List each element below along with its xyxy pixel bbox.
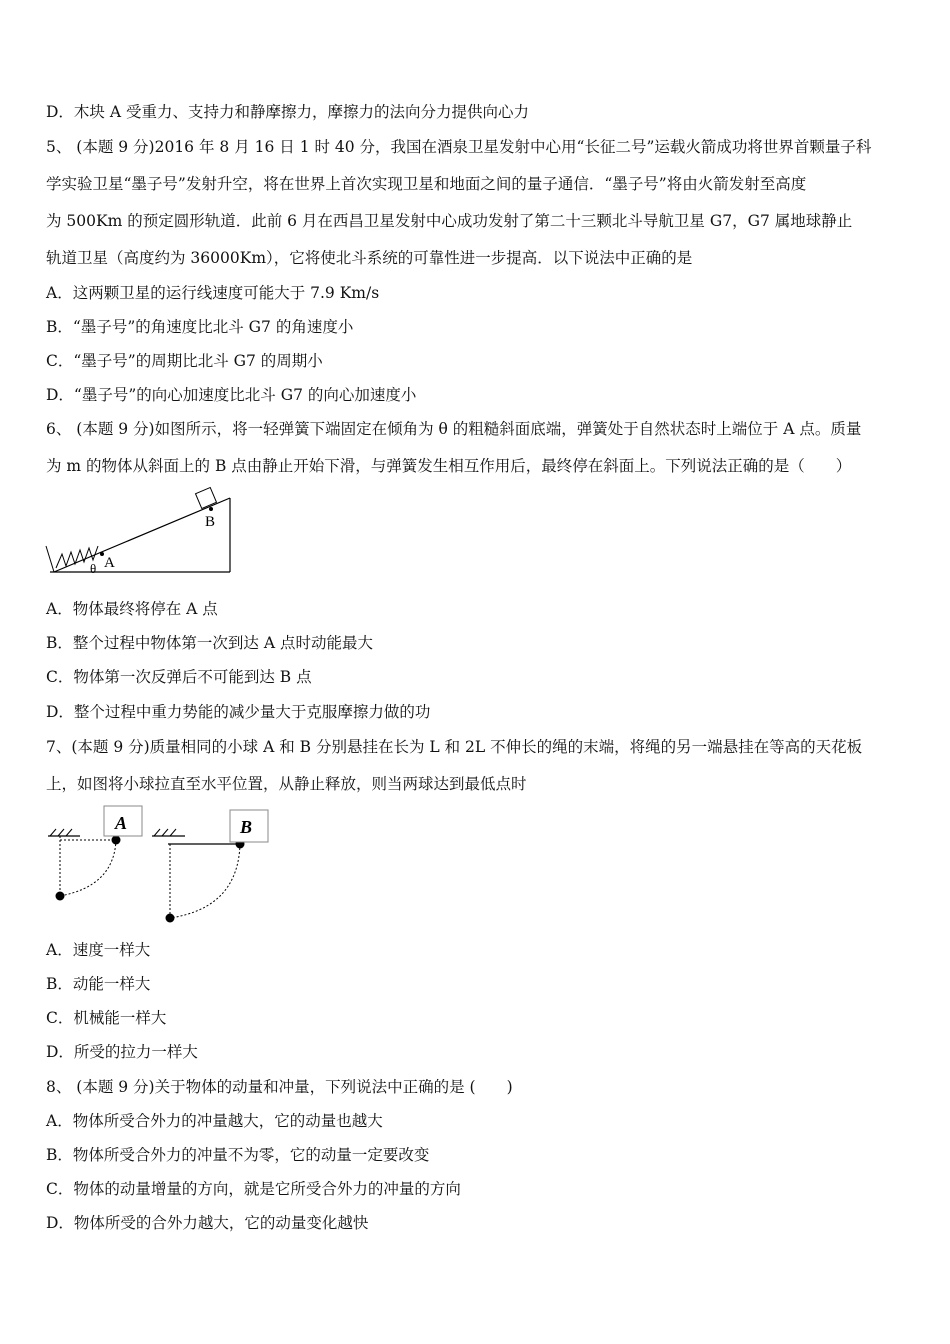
line-15: 7、(本题 9 分)质量相同的小球 A 和 B 分别悬挂在长为 L 和 2L 不伸长的绳的末端，将绳的另一端悬挂在等高的天花板 <box>46 738 863 756</box>
figure7-label-b: B <box>240 817 253 837</box>
line-17: A．速度一样大 <box>46 941 151 959</box>
line-13: C．物体第一次反弹后不可能到达 B 点 <box>46 668 312 686</box>
line-1: 5、 (本题 9 分)2016 年 8 月 16 日 1 时 40 分，我国在酒泉卫星发射中心用“长征二号”运载火箭成功将世界首颗量子科 <box>46 138 872 156</box>
figure7-label-a: A <box>115 813 128 833</box>
line-19: C．机械能一样大 <box>46 1009 167 1027</box>
line-14: D．整个过程中重力势能的减少量大于克服摩擦力做的功 <box>46 703 431 721</box>
line-8: D．“墨子号”的向心加速度比北斗 G7 的向心加速度小 <box>46 386 417 404</box>
line-4: 轨道卫星（高度约为 36000Km），它将使北斗系统的可靠性进一步提高．以下说法中正确的是 <box>46 249 693 267</box>
line-0: D．木块 A 受重力、支持力和静摩擦力，摩擦力的法向分力提供向心力 <box>46 103 529 121</box>
figure6-label-b: B <box>205 514 216 530</box>
line-24: C．物体的动量增量的方向，就是它所受合外力的冲量的方向 <box>46 1180 461 1198</box>
line-22: A．物体所受合外力的冲量越大，它的动量也越大 <box>46 1112 383 1130</box>
figure6-label-theta: θ <box>90 561 97 576</box>
line-20: D．所受的拉力一样大 <box>46 1043 198 1061</box>
line-11: A．物体最终将停在 A 点 <box>46 600 218 618</box>
line-21: 8、 (本题 9 分)关于物体的动量和冲量，下列说法中正确的是 ( ) <box>46 1078 513 1096</box>
line-2: 学实验卫星“墨子号”发射升空，将在世界上首次实现卫星和地面之间的量子通信．“墨子号”将由火箭发射至高度 <box>46 175 807 193</box>
line-23: B．物体所受合外力的冲量不为零，它的动量一定要改变 <box>46 1146 430 1164</box>
line-3: 为 500Km 的预定圆形轨道．此前 6 月在西昌卫星发射中心成功发射了第二十三颗北斗导航卫星 G7，G7 属地球静止 <box>46 212 853 230</box>
line-6: B．“墨子号”的角速度比北斗 G7 的角速度小 <box>46 318 354 336</box>
line-10: 为 m 的物体从斜面上的 B 点由静止开始下滑，与弹簧发生相互作用后，最终停在斜面上。下列说法正确的是（ ） <box>46 457 852 475</box>
incline-spring-figure <box>40 484 240 584</box>
line-25: D．物体所受的合外力越大，它的动量变化越快 <box>46 1214 369 1232</box>
line-5: A．这两颗卫星的运行线速度可能大于 7.9 Km/s <box>46 284 380 302</box>
pendulum-figure <box>40 804 280 930</box>
line-12: B．整个过程中物体第一次到达 A 点时动能最大 <box>46 634 373 652</box>
line-18: B．动能一样大 <box>46 975 151 993</box>
line-7: C．“墨子号”的周期比北斗 G7 的周期小 <box>46 352 323 370</box>
figure6-label-a: A <box>104 555 115 571</box>
line-16: 上，如图将小球拉直至水平位置，从静止释放，则当两球达到最低点时 <box>46 775 527 793</box>
line-9: 6、 (本题 9 分)如图所示，将一轻弹簧下端固定在倾角为 θ 的粗糙斜面底端，弹簧处于自然状态时上端位于 A 点。质量 <box>46 420 862 438</box>
